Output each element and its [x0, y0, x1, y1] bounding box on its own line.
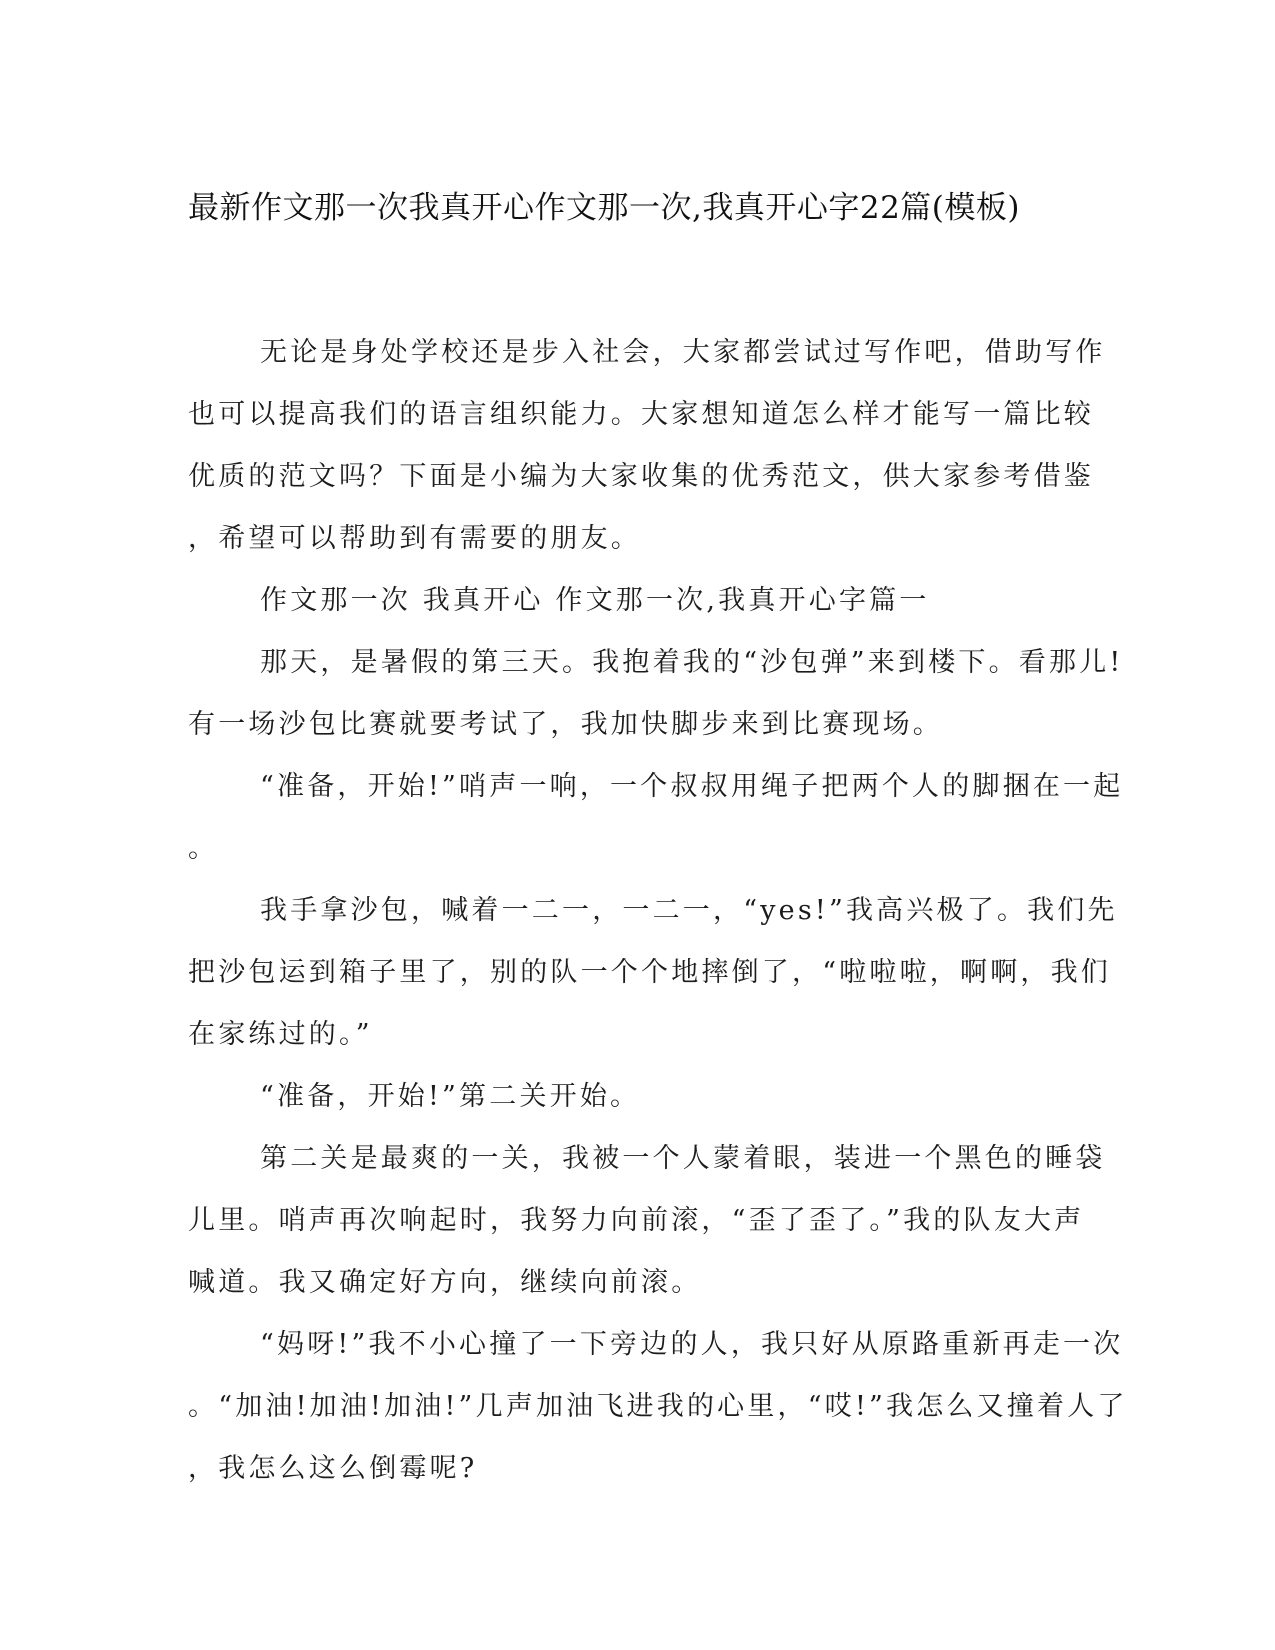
document-body	[188, 322, 1128, 1500]
section-heading: 作文那一次 我真开心 作文那一次,我真开心字篇一	[260, 585, 930, 616]
text-line: 。“加油!加油!加油!”几声加油飞进我的心里，“哎!”我怎么又撞着人了	[188, 1391, 1128, 1422]
text-line: 喊道。我又确定好方向，继续向前滚。	[188, 1267, 702, 1298]
text-line: “准备，开始!”第二关开始。	[260, 1081, 641, 1112]
text-line: ，我怎么这么倒霉呢?	[188, 1453, 478, 1484]
text-line: 也可以提高我们的语言组织能力。大家想知道怎么样才能写一篇比较	[188, 399, 1094, 430]
text-line: 那天，是暑假的第三天。我抱着我的“沙包弹”来到楼下。看那儿!	[260, 647, 1124, 678]
text-line: “妈呀!”我不小心撞了一下旁边的人，我只好从原路重新再走一次	[260, 1329, 1124, 1360]
text-line: 我手拿沙包，喊着一二一，一二一，“yes!”我高兴极了。我们先	[260, 895, 1118, 926]
text-line: 把沙包运到箱子里了，别的队一个个地摔倒了，“啦啦啦，啊啊，我们	[188, 957, 1112, 988]
text-line: 有一场沙包比赛就要考试了，我加快脚步来到比赛现场。	[188, 709, 943, 740]
text-line: 在家练过的。”	[188, 1019, 373, 1050]
text-line: 优质的范文吗？下面是小编为大家收集的优秀范文，供大家参考借鉴	[188, 461, 1094, 492]
text-line: 。	[188, 833, 219, 864]
text-line: ，希望可以帮助到有需要的朋友。	[188, 523, 641, 554]
text-line: 第二关是最爽的一关，我被一个人蒙着眼，装进一个黑色的睡袋	[260, 1143, 1106, 1174]
text-line: “准备，开始!”哨声一响，一个叔叔用绳子把两个人的脚捆在一起	[260, 771, 1124, 802]
document-title: 最新作文那一次我真开心作文那一次,我真开心字22篇(模板)	[188, 190, 1020, 226]
text-line: 无论是身处学校还是步入社会，大家都尝试过写作吧，借助写作	[260, 337, 1106, 368]
text-line: 儿里。哨声再次响起时，我努力向前滚，“歪了歪了。”我的队友大声	[188, 1205, 1085, 1236]
